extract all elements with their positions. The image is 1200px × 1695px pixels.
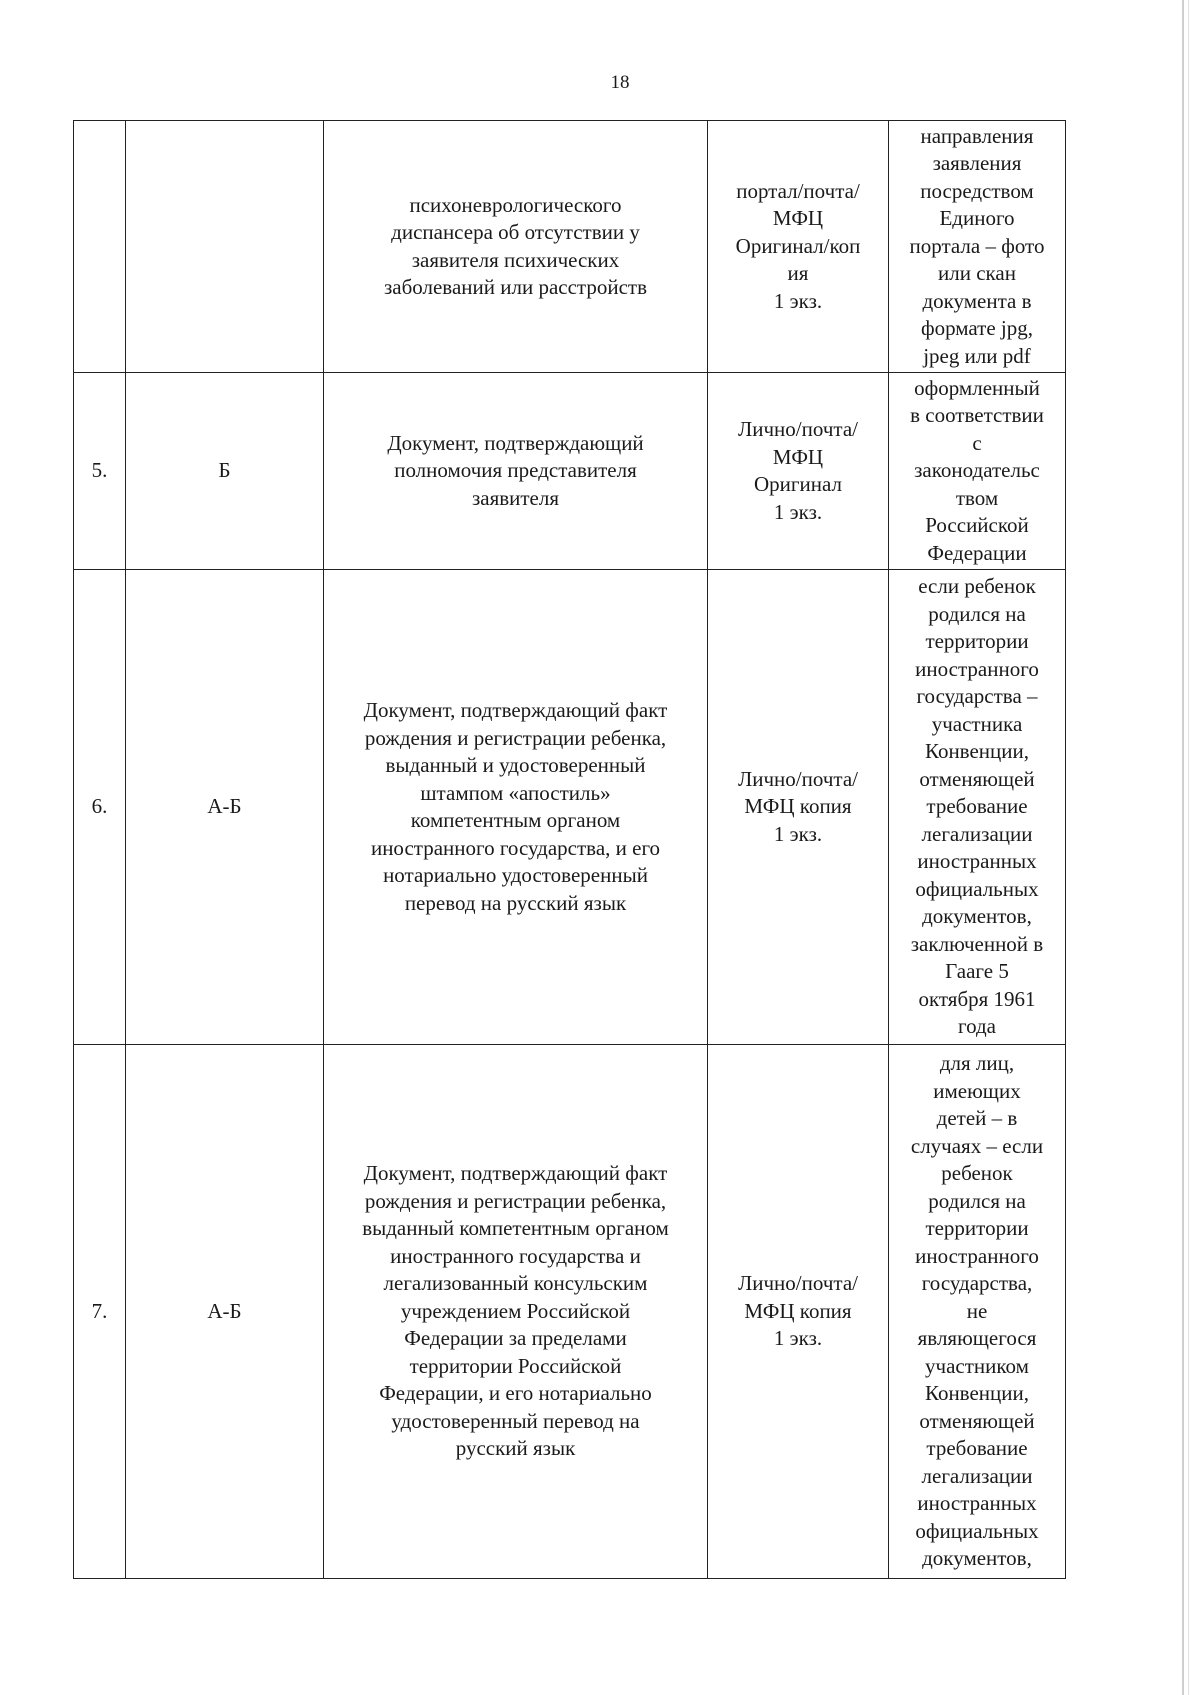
table-row	[74, 570, 1066, 1045]
document-cell: Документ, подтверждающий факт рождения и регистрации ребенка, выданный компетентным органом иностранного государства и легализованный консульским учреждением Российской Федерации за пределами территории Российской Федерации, и его нотариально удостоверенный перевод на русский язык	[324, 1045, 708, 1579]
category-cell: Б	[126, 373, 324, 570]
row-number-cell	[74, 121, 126, 373]
table-row	[74, 121, 1066, 373]
note-cell: если ребенок родился на территории иностранного государства – участника Конвенции, отменяющей требование легализации иностранных официальных документов, заключенной в Гааге 5 октября 1961 года	[889, 570, 1066, 1045]
table-row	[74, 373, 1066, 570]
document-cell: Документ, подтверждающий факт рождения и регистрации ребенка, выданный и удостоверенный штампом «апостиль» компетентным органом иностранного государства, и его нотариально удостоверенный перевод на русский язык	[324, 570, 708, 1045]
note-cell: оформленный в соответствии с законодательс твом Российской Федерации	[889, 373, 1066, 570]
scan-edge-lines	[1170, 0, 1200, 1695]
scan-edge-line	[1182, 0, 1184, 1695]
document-cell: Документ, подтверждающий полномочия представителя заявителя	[324, 373, 708, 570]
category-cell: А-Б	[126, 570, 324, 1045]
submission-method-cell: Лично/почта/ МФЦ Оригинал 1 экз.	[708, 373, 889, 570]
row-number-cell: 7.	[74, 1045, 126, 1579]
submission-method-cell: портал/почта/ МФЦ Оригинал/коп ия 1 экз.	[708, 121, 889, 373]
table-row	[74, 1045, 1066, 1579]
scan-edge-line	[1188, 0, 1189, 1695]
row-number-cell: 5.	[74, 373, 126, 570]
submission-method-cell: Лично/почта/ МФЦ копия 1 экз.	[708, 570, 889, 1045]
note-cell: направления заявления посредством Единого портала – фото или скан документа в формате jpg, jpeg или pdf	[889, 121, 1066, 373]
row-number-cell: 6.	[74, 570, 126, 1045]
category-cell	[126, 121, 324, 373]
documents-table	[73, 120, 1066, 1579]
document-cell: психоневрологического диспансера об отсутствии у заявителя психических заболеваний или расстройств	[324, 121, 708, 373]
category-cell: А-Б	[126, 1045, 324, 1579]
page-number: 18	[610, 72, 630, 93]
submission-method-cell: Лично/почта/ МФЦ копия 1 экз.	[708, 1045, 889, 1579]
note-cell: для лиц, имеющих детей – в случаях – если ребенок родился на территории иностранного государства, не являющегося участником Конвенции, отменяющей требование легализации иностранных официальных документов,	[889, 1045, 1066, 1579]
